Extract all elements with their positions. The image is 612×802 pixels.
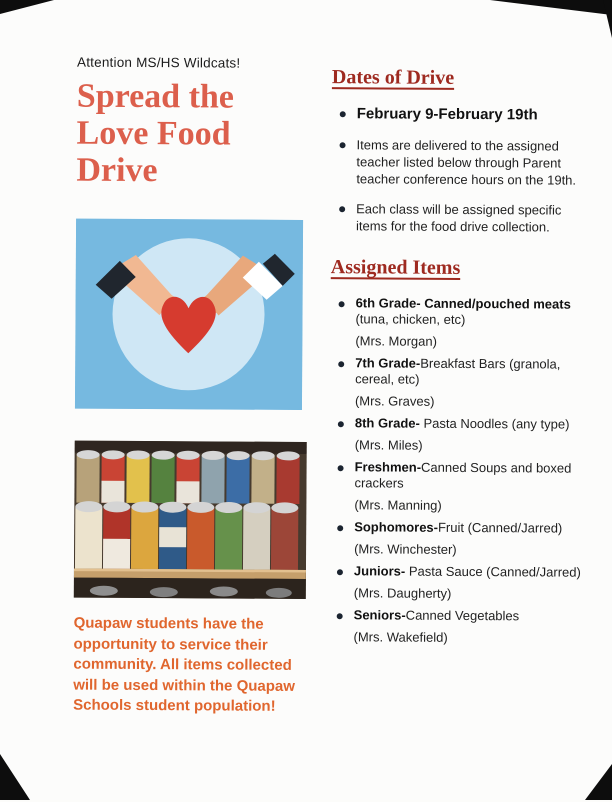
bullet-dot-icon	[337, 613, 343, 619]
dates-of-drive-heading: Dates of Drive	[331, 66, 455, 89]
bullet-dot-icon	[339, 301, 345, 307]
date-bullet	[339, 136, 589, 189]
title-line-2: Love Food	[76, 114, 231, 153]
assigned-item	[337, 563, 587, 603]
assigned-item	[338, 295, 588, 351]
title-line-1: Spread the	[76, 77, 235, 116]
assigned-items-list	[329, 295, 589, 647]
assigned-item	[338, 415, 588, 455]
right-column	[328, 66, 590, 653]
left-column	[73, 55, 315, 733]
assigned-teacher: (Mrs. Graves)	[354, 393, 435, 409]
assigned-item-text: Juniors- Pasta Sauce (Canned/Jarred) (Mrs. Daugherty)	[353, 563, 581, 601]
bullet-dot-icon	[338, 465, 344, 471]
assigned-item-text: 8th Grade- Pasta Noodles (any type) (Mrs. Miles)	[354, 415, 570, 453]
assigned-teacher: (Mrs. Miles)	[354, 437, 423, 453]
canned-goods-icon	[74, 441, 307, 599]
hands-holding-heart-illustration	[75, 219, 303, 410]
assigned-item-text: 6th Grade- Canned/pouched meats (tuna, chicken, etc) (Mrs. Morgan)	[355, 295, 588, 350]
assigned-item-text: Seniors-Canned Vegetables (Mrs. Wakefield)	[353, 607, 520, 645]
assigned-items-heading: Assigned Items	[330, 256, 461, 279]
bullet-dot-icon	[340, 142, 346, 148]
attention-line: Attention MS/HS Wildcats!	[77, 54, 241, 71]
hands-heart-icon	[75, 219, 303, 410]
canned-goods-shelf-photo	[74, 441, 307, 599]
bullet-dot-icon	[338, 421, 344, 427]
assigned-item	[337, 519, 587, 559]
assigned-item	[337, 607, 587, 647]
mission-statement: Quapaw students have the opportunity to service their community. All items collected will be used within the Quapaw Schools student population!	[73, 614, 296, 715]
bullet-dot-icon	[337, 569, 343, 575]
assigned-item-text: 7th Grade-Breakfast Bars (granola, cereal, etc) (Mrs. Graves)	[355, 355, 588, 410]
assigned-item-text: Freshmen-Canned Soups and boxed crackers (Mrs. Manning)	[354, 459, 587, 514]
dates-bullet-list	[331, 105, 590, 236]
title-line-3: Drive	[76, 151, 158, 190]
date-range: February 9-February 19th	[356, 105, 538, 124]
flyer-title	[76, 78, 315, 190]
assigned-teacher: (Mrs. Manning)	[354, 497, 442, 513]
assigned-item	[338, 355, 588, 411]
bullet-dot-icon	[338, 361, 344, 367]
bullet-dot-icon	[339, 206, 345, 212]
assigned-teacher: (Mrs. Morgan)	[355, 333, 438, 349]
class-assignment-note: Each class will be assigned specific items for the food drive collection.	[356, 201, 562, 235]
assigned-teacher: (Mrs. Wakefield)	[353, 629, 448, 645]
delivery-note: Items are delivered to the assigned teacher listed below through Parent teacher conference hours on the 19th.	[356, 137, 577, 188]
bullet-dot-icon	[340, 111, 346, 117]
assigned-item	[337, 459, 587, 515]
assigned-item-text: Sophomores-Fruit (Canned/Jarred) (Mrs. Winchester)	[354, 519, 563, 557]
bullet-dot-icon	[337, 525, 343, 531]
assigned-teacher: (Mrs. Winchester)	[354, 541, 457, 557]
date-bullet	[340, 105, 590, 125]
assigned-teacher: (Mrs. Daugherty)	[353, 585, 452, 601]
date-bullet	[339, 200, 589, 236]
